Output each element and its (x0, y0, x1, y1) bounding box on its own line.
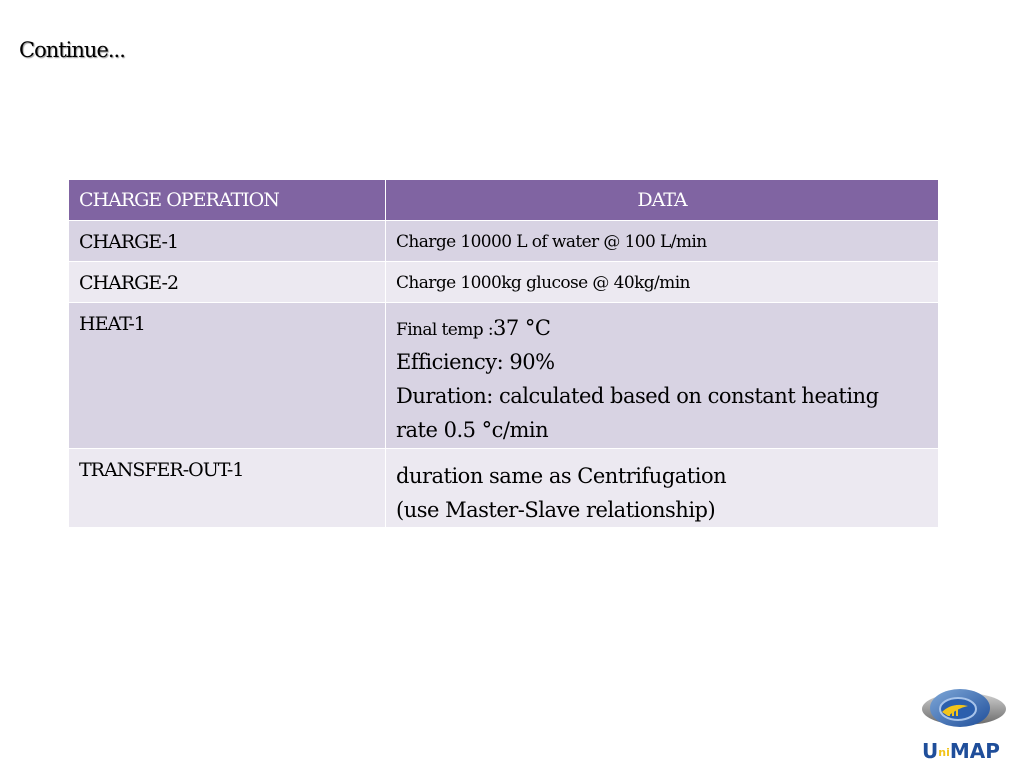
operation-cell: CHARGE-1 (69, 221, 386, 262)
transfer-line-2: (use Master-Slave relationship) (396, 498, 716, 522)
data-text: Charge 10000 L of water @ 100 L/min (396, 232, 707, 252)
header-data: DATA (386, 180, 939, 221)
header-charge-operation: CHARGE OPERATION (69, 180, 386, 221)
data-cell (386, 221, 939, 262)
table-row (69, 303, 939, 449)
duration-line-1: Duration: calculated based on constant heating (396, 384, 879, 408)
table-row (69, 221, 939, 262)
data-cell (386, 449, 939, 528)
logo-wordmark: UniMAP (922, 739, 1000, 762)
charge-operations-table (68, 179, 939, 528)
operation-cell: TRANSFER-OUT-1 (69, 449, 386, 528)
data-cell (386, 303, 939, 449)
final-temp-label: Final temp : (396, 320, 493, 340)
final-temp-value: 37 °C (492, 316, 551, 340)
efficiency-line: Efficiency: 90% (396, 350, 555, 374)
operation-cell: CHARGE-2 (69, 262, 386, 303)
slide-title: Continue... (19, 38, 125, 62)
table-header-row (69, 180, 939, 221)
data-text: Charge 1000kg glucose @ 40kg/min (396, 273, 690, 293)
data-cell (386, 262, 939, 303)
unimap-logo (918, 682, 1010, 762)
table-row (69, 449, 939, 528)
table-row (69, 262, 939, 303)
transfer-line-1: duration same as Centrifugation (396, 464, 727, 488)
final-temp-line (396, 313, 928, 345)
duration-line-2: rate 0.5 °c/min (396, 418, 549, 442)
operation-cell: HEAT-1 (69, 303, 386, 449)
